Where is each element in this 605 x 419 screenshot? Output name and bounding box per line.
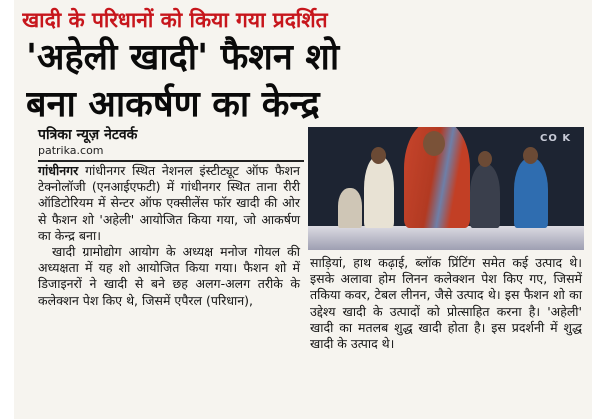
headline-line-2: बना आकर्षण का केन्द्र [26,84,320,125]
kicker-headline: खादी के परिधानों को किया गया प्रदर्शित [22,8,328,32]
byline-divider [38,160,304,162]
model-head-right-2 [523,147,538,164]
model-head-center [423,131,445,156]
headline-line-1: 'अहेली खादी' फैशन शो [26,37,340,78]
news-source: पत्रिका न्यूज़ नेटवर्क [38,127,138,143]
article-column-1 [38,163,300,309]
paragraph-2: खादी ग्रामोद्योग आयोग के अध्यक्ष मनोज गोयल की अध्यक्षता में यह शो आयोजित किया गया। फैशन शो में डिजाइनरों ने खादी से बने छह अलग-अलग तरीके के कलेक्शन पेश किए थे, जिसमें एपैरल (परिधान), [38,244,300,308]
runway-stage [308,226,584,250]
website-link[interactable]: patrika.com [38,144,104,157]
paragraph-3: साड़ियां, हाथ कढ़ाई, ब्लॉक प्रिंटिंग समेत कई उत्पाद थे। इसके अलावा होम लिनन कलेक्शन पेश किए गए, जिसमें तकिया कवर, टेबल लीनन, जैसे उत्पाद थे। इस फैशन शो का उद्देश्य खादी के उत्पादों को प्रोत्साहित करना है। 'अहेली' खादी का मतलब शुद्ध खादी होता है। इस प्रदर्शनी में शुद्ध खादी के उत्पाद थे। [310,255,582,352]
model-figure-right-2 [514,158,548,228]
fashion-show-photo [308,127,584,250]
model-figure-left [364,156,394,228]
main-headline [26,34,582,128]
dateline: गांधीनगर [38,163,79,178]
paragraph-1: गांधीनगर स्थित नेशनल इंस्टीट्यूट ऑफ फैशन टेक्नोलॉजी (एनआईएफटी) में गांधीनगर स्थित ताना रीरी ऑडिटोरियम में सेन्टर ऑफ एक्सीलेंस फॉर खादी की ओर से फैशन शो 'अहेली' आयोजित किया गया, जो आकर्षण का केन्द्र बना। [38,163,300,243]
seated-figure [338,188,362,228]
model-figure-right-1 [470,164,500,228]
byline [38,127,298,159]
article-column-2 [310,255,582,352]
model-head-left [371,147,386,164]
backdrop-logo: CO K [540,133,572,144]
model-head-right-1 [478,151,492,167]
